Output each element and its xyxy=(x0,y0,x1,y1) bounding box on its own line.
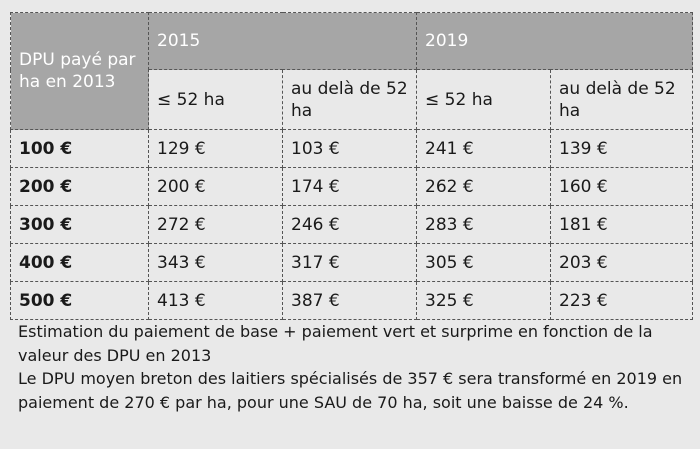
table-cell: 223 € xyxy=(551,282,693,320)
subheader-2015-large: au delà de 52 ha xyxy=(283,70,417,130)
year-header-2019: 2019 xyxy=(417,13,693,70)
dpu-table xyxy=(10,12,693,320)
row-dpu-label: 100 € xyxy=(11,130,149,168)
table-cell: 317 € xyxy=(283,244,417,282)
table-cell: 305 € xyxy=(417,244,551,282)
caption-line-1: Estimation du paiement de base + paiement vert et surprime en fonction de la valeur des DPU en 2013 xyxy=(18,322,653,365)
table-row xyxy=(11,130,693,168)
table-cell: 174 € xyxy=(283,168,417,206)
table-row xyxy=(11,244,693,282)
subheader-2019-small: ≤ 52 ha xyxy=(417,70,551,130)
table-cell: 387 € xyxy=(283,282,417,320)
table-cell: 325 € xyxy=(417,282,551,320)
table-cell: 103 € xyxy=(283,130,417,168)
corner-header: DPU payé par ha en 2013 xyxy=(11,13,149,130)
table-cell: 129 € xyxy=(149,130,283,168)
row-dpu-label: 300 € xyxy=(11,206,149,244)
table-cell: 181 € xyxy=(551,206,693,244)
caption-line-2: Le DPU moyen breton des laitiers spécialisés de 357 € sera transformé en 2019 en paiement de 270 € par ha, pour une SAU de 70 ha, soit une baisse de 24 %. xyxy=(18,369,683,412)
table-cell: 160 € xyxy=(551,168,693,206)
table-row xyxy=(11,168,693,206)
table-cell: 139 € xyxy=(551,130,693,168)
table-cell: 262 € xyxy=(417,168,551,206)
table-cell: 272 € xyxy=(149,206,283,244)
subheader-2019-large: au delà de 52 ha xyxy=(551,70,693,130)
row-dpu-label: 200 € xyxy=(11,168,149,206)
row-dpu-label: 400 € xyxy=(11,244,149,282)
row-dpu-label: 500 € xyxy=(11,282,149,320)
year-header-2015: 2015 xyxy=(149,13,417,70)
table-caption xyxy=(18,320,688,414)
table-cell: 200 € xyxy=(149,168,283,206)
table-cell: 283 € xyxy=(417,206,551,244)
table-row xyxy=(11,206,693,244)
table-cell: 246 € xyxy=(283,206,417,244)
subheader-2015-small: ≤ 52 ha xyxy=(149,70,283,130)
table-cell: 241 € xyxy=(417,130,551,168)
table-cell: 413 € xyxy=(149,282,283,320)
table-cell: 203 € xyxy=(551,244,693,282)
table-row xyxy=(11,282,693,320)
table-cell: 343 € xyxy=(149,244,283,282)
